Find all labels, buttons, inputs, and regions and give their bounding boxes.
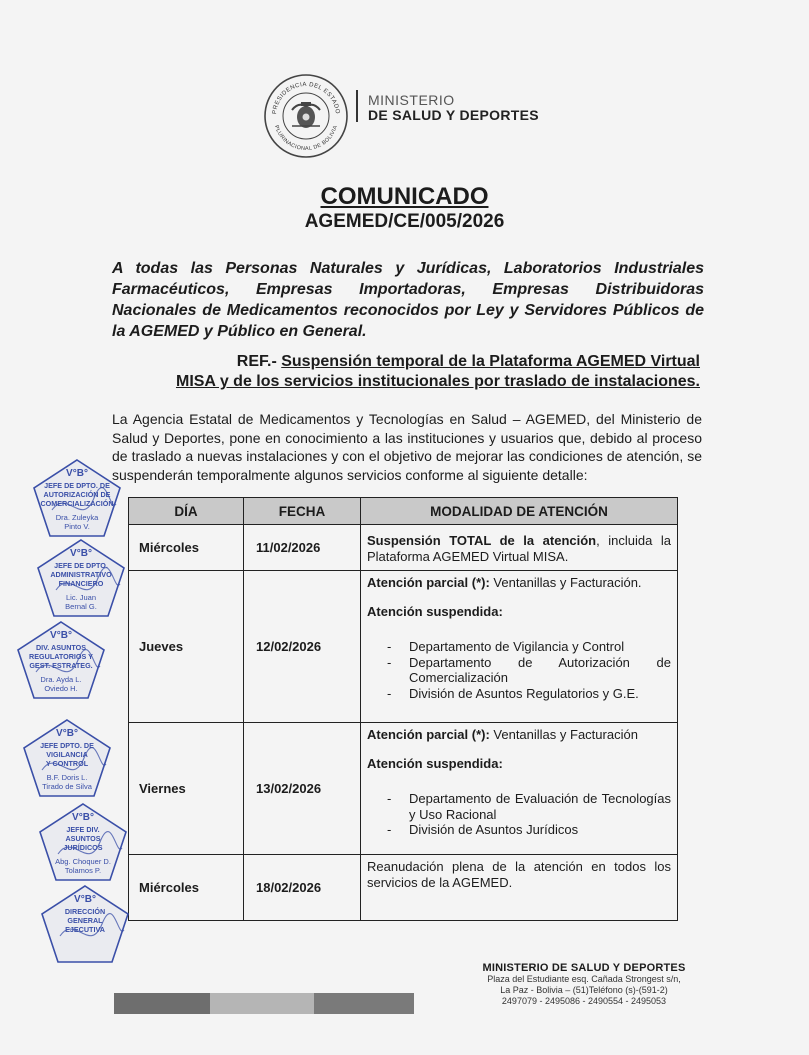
reference-line-2: MISA y de los servicios institucionales por traslado de instalaciones. [175, 373, 700, 390]
ministry-logo-text [368, 93, 539, 123]
document-title: COMUNICADO [320, 183, 489, 210]
footer-line-1: Plaza del Estudiante esq. Cañada Strongest s/n, [487, 974, 681, 984]
list-item: - Departamento de Vigilancia y Control [387, 639, 671, 655]
footer-bar-segment [314, 993, 414, 1014]
partial-label: Atención parcial (*): [367, 575, 490, 590]
stamp-vb: V°B° [72, 812, 94, 823]
stamp-vb: V°B° [66, 468, 88, 479]
stamp-line: AUTORIZACIÓN DE [43, 490, 111, 499]
reference-block [160, 352, 700, 392]
suspended-label: Atención suspendida: [367, 755, 503, 771]
row-day: Miércoles [129, 525, 244, 571]
schedule-table [128, 497, 678, 921]
row-modality [361, 723, 678, 855]
stamp-line: VIGILANCIA [46, 750, 88, 759]
svg-text:PLURINACIONAL DE BOLIVIA: PLURINACIONAL DE BOLIVIA [273, 124, 339, 153]
table-row [129, 855, 678, 921]
document-code: AGEMED/CE/005/2026 [304, 211, 505, 232]
footer-line-3: 2497079 - 2495086 - 2490554 - 2495053 [501, 996, 667, 1006]
row-date: 11/02/2026 [244, 525, 361, 571]
partial-text: Ventanillas y Facturación [489, 727, 638, 742]
stamp-line: FINANCIERO [58, 579, 104, 588]
stamp-signer: Tolamos P. [64, 866, 102, 875]
stamp-line: REGULATORIOS Y [29, 652, 93, 661]
table-row [129, 571, 678, 723]
reference-prefix: REF.- [236, 353, 277, 370]
svg-text:PRESIDENCIA DEL ESTADO: PRESIDENCIA DEL ESTADO [272, 81, 341, 115]
stamp-line: JEFE DPTO. DE [40, 741, 94, 750]
stamp-line: COMERCIALIZACIÓN [40, 499, 114, 508]
header-modality: MODALIDAD DE ATENCIÓN [361, 498, 678, 525]
modality-text: Reanudación plena de la atención en todos los servicios de la AGEMED. [367, 859, 671, 890]
row-day: Jueves [129, 571, 244, 723]
row-date: 18/02/2026 [244, 855, 361, 921]
stamp-vb: V°B° [70, 548, 92, 559]
stamp-line: JEFE DIV. [66, 825, 100, 834]
partial-text: Ventanillas y Facturación. [489, 575, 642, 590]
table-row [129, 723, 678, 855]
approval-stamp [16, 620, 106, 700]
approval-stamp [36, 538, 126, 618]
row-modality [361, 855, 678, 921]
body-paragraph: La Agencia Estatal de Medicamentos y Tecnologías en Salud – AGEMED, del Ministerio de Salud y Deportes, pone en conocimiento a las instituciones y usuarios que, debido al proceso de traslado a nuevas instalaciones y con el objetivo de mejorar las condiciones de atención, se suspenderán temporalmente algunos servicios conforme al siguiente detalle: [112, 411, 702, 483]
stamp-signer: Oviedo H. [44, 684, 78, 693]
reference-line-1: Suspensión temporal de la Plataforma AGEMED Virtual [281, 353, 700, 370]
list-item: - Departamento de Autorización de Comercialización [387, 655, 671, 686]
approval-stamp [40, 884, 130, 964]
stamp-line: JURÍDICOS [63, 843, 103, 852]
stamp-vb: V°B° [56, 728, 78, 739]
stamp-signer: Dra. Ayda L. [40, 675, 82, 684]
header-day: DÍA [129, 498, 244, 525]
footer-line-2: La Paz - Bolivia – (51)Teléfono (s)-(591-2) [500, 985, 668, 995]
stamp-vb: V°B° [50, 630, 72, 641]
approval-stamp [32, 458, 122, 538]
partial-label: Atención parcial (*): [367, 727, 490, 742]
stamp-signer: Bernal G. [65, 602, 97, 611]
footer-color-bar [114, 993, 414, 1014]
stamp-signer: Abg. Choquer D. [55, 857, 111, 866]
stamp-vb: V°B° [74, 894, 96, 905]
stamp-signer: Tirado de Silva [42, 782, 92, 791]
suspended-list [367, 791, 671, 838]
stamp-line: DIRECCIÓN [64, 907, 106, 916]
stamp-line: ADMINISTRATIVO [50, 570, 112, 579]
row-modality [361, 525, 678, 571]
state-seal-icon [262, 72, 350, 160]
stamp-signer: Dra. Zuleyka [55, 513, 99, 522]
stamp-line: JEFE DE DPTO. [54, 561, 108, 570]
footer-bar-segment [210, 993, 314, 1014]
approval-stamp [22, 718, 112, 798]
suspended-list [367, 639, 671, 701]
row-modality [361, 571, 678, 723]
stamp-signer: Lic. Juan [65, 593, 97, 602]
stamp-line: EJECUTIVA [65, 925, 105, 934]
stamp-signer: B.F. Doris L. [46, 773, 88, 782]
stamp-line: DIV. ASUNTOS [35, 643, 87, 652]
row-date: 13/02/2026 [244, 723, 361, 855]
table-header-row [129, 498, 678, 525]
stamp-line: GENERAL [67, 916, 103, 925]
ministry-line-2: DE SALUD Y DEPORTES [368, 107, 539, 123]
table-row [129, 525, 678, 571]
list-item: - División de Asuntos Jurídicos [387, 822, 671, 838]
stamp-line: ASUNTOS [65, 834, 101, 843]
footer-org: MINISTERIO DE SALUD Y DEPORTES [482, 962, 686, 974]
stamp-signer: Pinto V. [64, 522, 90, 531]
header-divider [356, 90, 358, 122]
suspended-label: Atención suspendida: [367, 603, 503, 619]
row-date: 12/02/2026 [244, 571, 361, 723]
ministry-line-1: MINISTERIO [368, 92, 455, 108]
stamp-line: GEST. ESTRATEG. [29, 661, 93, 670]
footer-bar-segment [114, 993, 210, 1014]
list-item: - División de Asuntos Regulatorios y G.E. [387, 686, 671, 702]
stamp-line: Y CONTROL [45, 759, 89, 768]
modality-bold: Suspensión TOTAL de la atención [367, 533, 597, 548]
header-date: FECHA [244, 498, 361, 525]
row-day: Viernes [129, 723, 244, 855]
row-day: Miércoles [129, 855, 244, 921]
list-item: - Departamento de Evaluación de Tecnologías y Uso Racional [387, 791, 671, 822]
footer-address [470, 962, 698, 1007]
modality-text: , incluida la Plataforma AGEMED Virtual MISA. [367, 533, 671, 564]
approval-stamp [38, 802, 128, 882]
addressee-paragraph: A todas las Personas Naturales y Jurídicas, Laboratorios Industriales Farmacéuticos, Empresas Importadoras, Empresas Distribuidoras Nacionales de Medicamentos reconocidos por Ley y Servidores Públicos de la AGEMED y Público en General. [112, 260, 704, 340]
stamp-line: JEFE DE DPTO. DE [44, 481, 110, 490]
